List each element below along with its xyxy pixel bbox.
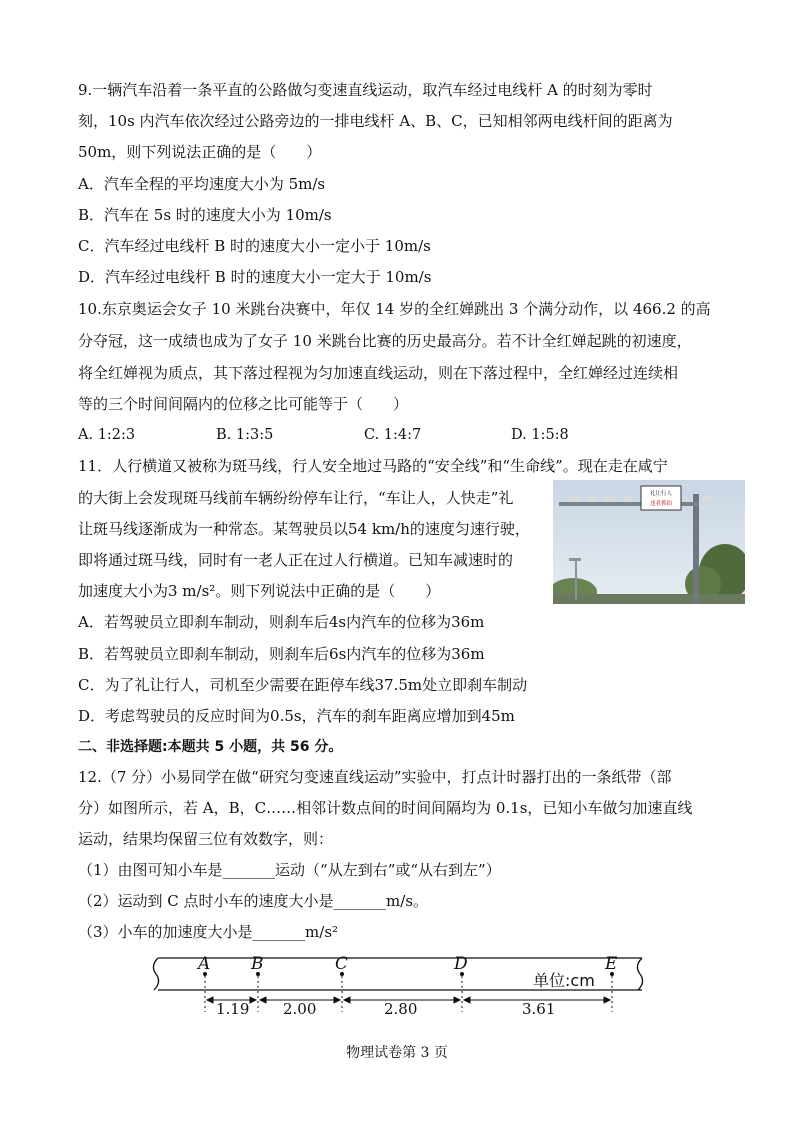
tape-distance-cd: 2.80 — [384, 1000, 418, 1018]
q11-option-d: D．考虑驾驶员的反应时间为0.5s，汽车的刹车距离应增加到45m — [78, 707, 515, 725]
q11-option-c: C．为了礼让行人，司机至少需要在距停车线37.5m处立即刹车制动 — [78, 676, 528, 694]
q9-line-3: 50m，则下列说法正确的是（ ） — [78, 143, 322, 161]
q11-line-4: 即将通过斑马线，同时有一老人正在过人行横道。已知车减速时的 — [78, 551, 514, 569]
q9-line-2: 刻，10s 内汽车依次经过公路旁边的一排电线杆 A、B、C，已知相邻两电线杆间的距离为 — [78, 112, 673, 130]
tape-point-a: A — [198, 954, 211, 974]
page-footer: 物理试卷第 3 页 — [346, 1045, 448, 1061]
q12-subq-2: （2）运动到 C 点时小车的速度大小是_______m/s。 — [78, 892, 429, 910]
q10-line-1: 10.东京奥运会女子 10 米跳台决赛中，年仅 14 岁的全红婵跳出 3 个满分动作，以 466.2 的高 — [78, 300, 711, 318]
q12-line-1: 12.（7 分）小易同学在做“研究匀变速直线运动”实验中，打点计时器打出的一条纸带（部 — [78, 768, 672, 786]
q11-option-b: B．若驾驶员立即刹车制动，则刹车后6s内汽车的位移为36m — [78, 645, 485, 663]
sign-text-1: 礼让行人 — [649, 491, 673, 497]
q10-option-b: B. 1:3:5 — [216, 427, 274, 443]
tape-distance-bc: 2.00 — [283, 1000, 317, 1018]
q11-option-a: A．若驾驶员立即刹车制动，则刹车后4s内汽车的位移为36m — [78, 613, 485, 631]
q12-subq-1: （1）由图可知小车是_______运动（“从左到右”或“从右到左”） — [78, 861, 501, 879]
q10-line-4: 等的三个时间间隔内的位移之比可能等于（ ） — [78, 395, 409, 413]
tape-point-b: B — [251, 954, 264, 974]
tape-point-c: C — [335, 954, 349, 974]
tape-distance-ab: 1.19 — [216, 1000, 250, 1018]
paper-tape-diagram — [150, 950, 650, 1030]
q9-option-c: C．汽车经过电线杆 B 时的速度大小一定小于 10m/s — [78, 237, 431, 255]
tape-point-d: D — [454, 954, 468, 974]
q9-line-1: 9.一辆汽车沿着一条平直的公路做匀变速直线运动，取汽车经过电线杆 A 的时刻为零时 — [78, 81, 653, 99]
q10-option-c: C. 1:4:7 — [364, 427, 422, 443]
q10-option-a: A. 1:2:3 — [78, 427, 136, 443]
q12-line-3: 运动，结果均保留三位有效数字，则： — [78, 830, 334, 848]
tape-unit-label: 单位:cm — [533, 971, 595, 990]
section-heading: 二、非选择题:本题共 5 小题，共 56 分。 — [78, 739, 343, 755]
q10-option-d: D. 1:5:8 — [511, 427, 569, 443]
q11-line-5: 加速度大小为3 m/s²。则下列说法中正确的是（ ） — [78, 582, 441, 600]
traffic-camera-photo — [553, 480, 745, 604]
q11-line-3: 让斑马线逐渐成为一种常态。某驾驶员以54 km/h的速度匀速行驶， — [78, 520, 530, 538]
q11-line-1: 11．人行横道又被称为斑马线，行人安全地过马路的“安全线”和“生命线”。现在走在咸宁 — [78, 457, 668, 475]
q9-option-b: B．汽车在 5s 时的速度大小为 10m/s — [78, 206, 332, 224]
tape-distance-de: 3.61 — [522, 1000, 556, 1018]
q9-option-a: A．汽车全程的平均速度大小为 5m/s — [78, 175, 326, 193]
tape-point-e: E — [605, 954, 618, 974]
q10-line-3: 将全红婵视为质点，其下落过程视为匀加速直线运动，则在下落过程中，全红婵经过连续相 — [78, 364, 679, 382]
q9-option-d: D．汽车经过电线杆 B 时的速度大小一定大于 10m/s — [78, 268, 432, 286]
sign-text-2: 违者抓拍 — [649, 501, 673, 507]
q12-subq-3: （3）小车的加速度大小是_______m/s² — [78, 923, 339, 941]
q10-line-2: 分夺冠，这一成绩也成为了女子 10 米跳台比赛的历史最高分。若不计全红婵起跳的初速度， — [78, 332, 692, 350]
q12-line-2: 分）如图所示，若 A，B，C……相邻计数点间的时间间隔均为 0.1s，已知小车做匀加速直线 — [78, 799, 693, 817]
q11-line-2: 的大街上会发现斑马线前车辆纷纷停车让行，“车让人，人快走”礼 — [78, 489, 514, 507]
